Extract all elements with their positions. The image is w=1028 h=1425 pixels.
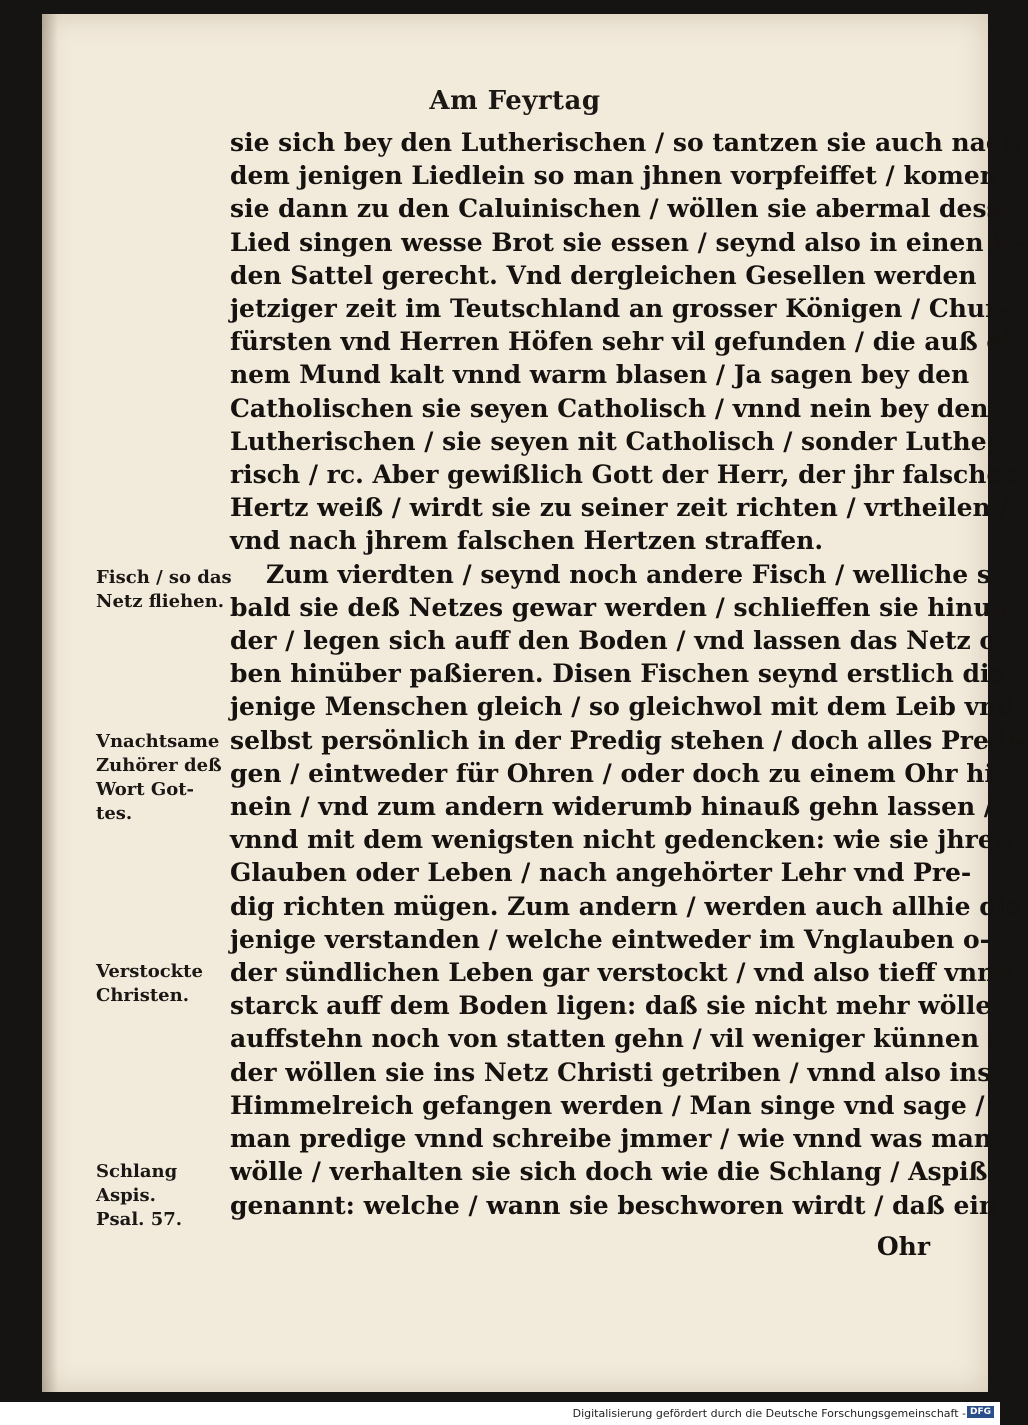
- text-line: nein / vnd zum andern widerumb hinauß gehn lassen /: [230, 792, 994, 822]
- text-line: nem Mund kalt vnnd warm blasen / Ja sagen bey den: [230, 360, 970, 390]
- body-text: [230, 126, 1028, 1222]
- text-line: dem jenigen Liedlein so man jhnen vorpfeiffet / komen: [230, 161, 998, 191]
- text-line: starck auff dem Boden ligen: daß sie nicht mehr wöllen: [230, 991, 1010, 1021]
- margin-note-line: Netz fliehen.: [96, 591, 224, 612]
- text-line: risch / rc. Aber gewißlich Gott der Herr, der jhr falsches: [230, 460, 1017, 490]
- text-line: den Sattel gerecht. Vnd dergleichen Gesellen werden: [230, 260, 977, 290]
- text-line: selbst persönlich in der Predig stehen / doch alles Predi-: [230, 725, 1027, 755]
- text-line: genannt: welche / wann sie beschworen wirdt / daß ein: [230, 1190, 998, 1220]
- catchword: Ohr: [876, 1232, 930, 1261]
- margin-note-line: Schlang: [96, 1161, 178, 1182]
- book-page: [42, 14, 1028, 1392]
- text-line: jetziger zeit im Teutschland an grosser Königen / Chur-: [230, 294, 1009, 324]
- margin-note-line: tes.: [96, 803, 133, 824]
- margin-note-line: Psal. 57.: [96, 1209, 183, 1230]
- text-line: ben hinüber paßieren. Disen Fischen seynd erstlich die: [230, 659, 1006, 689]
- funding-notice: Digitalisierung gefördert durch die Deutsche Forschungsgemeinschaft -: [572, 1407, 966, 1420]
- text-line: bald sie deß Netzes gewar werden / schlieffen sie hinun-: [230, 592, 1020, 622]
- text-line: wölle / verhalten sie sich doch wie die Schlang / Aspiß: [230, 1157, 988, 1187]
- text-line: jenige verstanden / welche eintweder im Vnglauben o-: [230, 924, 991, 954]
- margin-note-listeners: [96, 730, 222, 826]
- margin-note-serpent: [96, 1160, 214, 1232]
- text-line: der / legen sich auff den Boden / vnd lassen das Netz o-: [230, 626, 1007, 656]
- text-line: sie sich bey den Lutherischen / so tantzen sie auch nach: [230, 128, 1020, 157]
- text-line: Glauben oder Leben / nach angehörter Lehr vnd Pre-: [230, 858, 972, 888]
- margin-note-fish: [96, 566, 232, 614]
- text-line: sie dann zu den Caluinischen / wöllen sie abermal desse: [230, 194, 1017, 224]
- text-line: Himmelreich gefangen werden / Man singe vnd sage /: [230, 1090, 985, 1120]
- running-title: Am Feyrtag: [429, 86, 601, 116]
- text-line: vnd nach jhrem falschen Hertzen straffen.: [230, 526, 824, 556]
- page-spine-shadow: [42, 14, 58, 1392]
- text-line: Lutherischen / sie seyen nit Catholisch / sonder Luthe-: [230, 426, 997, 456]
- margin-note-christians: [96, 960, 214, 1008]
- text-line: man predige vnnd schreibe jmmer / wie vnnd was man: [230, 1124, 992, 1154]
- text-line: auffstehn noch von statten gehn / vil weniger künnen o-: [230, 1024, 1015, 1054]
- text-line: Lied singen wesse Brot sie essen / seynd also in einen je-: [230, 227, 1028, 257]
- text-line: Zum vierdten / seynd noch andere Fisch / welliche so: [266, 559, 1008, 589]
- margin-note-line: Zuhörer deß: [96, 755, 222, 776]
- dfg-logo: DFG: [967, 1406, 994, 1418]
- margin-note-line: Wort Got-: [96, 779, 194, 800]
- text-line: Hertz weiß / wirdt sie zu seiner zeit richten / vrtheilen /: [230, 493, 1009, 523]
- text-line: Catholischen sie seyen Catholisch / vnnd nein bey den: [230, 393, 989, 423]
- text-line: vnnd mit dem wenigsten nicht gedencken: wie sie jhren: [230, 825, 1012, 855]
- footer-bar: [0, 1402, 1000, 1425]
- margin-note-line: Fisch / so das: [96, 567, 232, 588]
- margin-note-line: Vnachtsame: [96, 731, 220, 752]
- text-line: der sündlichen Leben gar verstockt / vnd also tieff vnnd: [230, 958, 1013, 988]
- text-line: fürsten vnd Herren Höfen sehr vil gefunden / die auß ei-: [230, 327, 1023, 357]
- text-line: gen / eintweder für Ohren / oder doch zu einem Ohr hi-: [230, 758, 1005, 788]
- margin-note-line: Verstockte: [96, 961, 203, 982]
- text-line: dig richten mügen. Zum andern / werden auch allhie die: [230, 891, 1023, 921]
- margin-note-line: Aspis.: [96, 1185, 156, 1206]
- text-line: der wöllen sie ins Netz Christi getriben / vnnd also ins: [230, 1057, 992, 1087]
- text-line: jenige Menschen gleich / so gleichwol mit dem Leib vnd: [230, 692, 1015, 722]
- margin-note-line: Christen.: [96, 985, 189, 1006]
